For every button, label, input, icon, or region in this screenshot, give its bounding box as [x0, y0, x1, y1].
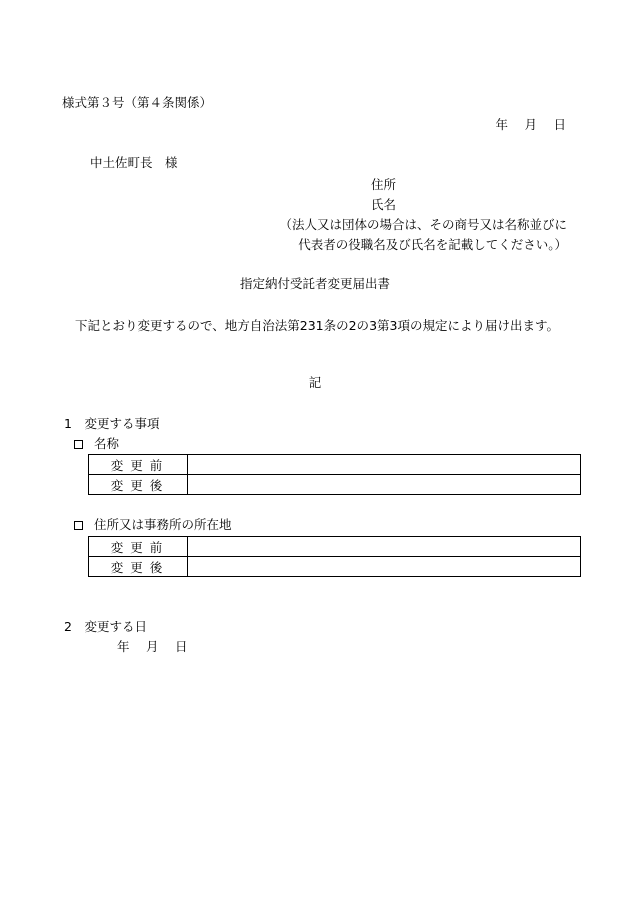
body-paragraph: 下記とおり変更するので、地方自治法第231条の2の3第3項の規定により届け出ます。 — [75, 318, 559, 333]
address-item — [74, 519, 232, 532]
after-label: 変更後 — [89, 557, 188, 577]
after-label: 変更後 — [89, 475, 188, 495]
table-row — [89, 537, 581, 557]
before-label: 変更前 — [89, 537, 188, 557]
form-number: 様式第３号（第４条関係） — [62, 95, 213, 110]
before-label: 変更前 — [89, 455, 188, 475]
corporate-note-line1: （法人又は団体の場合は、その商号又は名称並びに — [279, 217, 567, 232]
document-title: 指定納付受託者変更届出書 — [239, 276, 390, 291]
table-row — [89, 557, 581, 577]
address-change-table — [88, 536, 581, 577]
corporate-note-line2: 代表者の役職名及び氏名を記載してください。） — [298, 237, 567, 252]
name-item — [74, 438, 119, 451]
after-value-cell[interactable] — [188, 475, 581, 495]
section2-heading: 2 変更する日 — [64, 619, 147, 634]
addressee: 中土佐町長 様 — [90, 155, 178, 170]
change-date: 年 月 日 — [117, 639, 188, 654]
checkbox-icon[interactable] — [74, 521, 83, 530]
before-value-cell[interactable] — [188, 455, 581, 475]
name-item-label: 名称 — [94, 436, 120, 451]
checkbox-icon[interactable] — [74, 440, 83, 449]
name-label: 氏名 — [371, 197, 397, 212]
before-value-cell[interactable] — [188, 537, 581, 557]
submission-date: 年 月 日 — [495, 117, 566, 132]
table-row — [89, 475, 581, 495]
section1-heading: 1 変更する事項 — [64, 416, 160, 431]
after-value-cell[interactable] — [188, 557, 581, 577]
name-change-table — [88, 454, 581, 495]
table-row — [89, 455, 581, 475]
address-item-label: 住所又は事務所の所在地 — [94, 517, 232, 532]
address-label: 住所 — [371, 177, 397, 192]
ki-heading: 記 — [308, 375, 322, 390]
